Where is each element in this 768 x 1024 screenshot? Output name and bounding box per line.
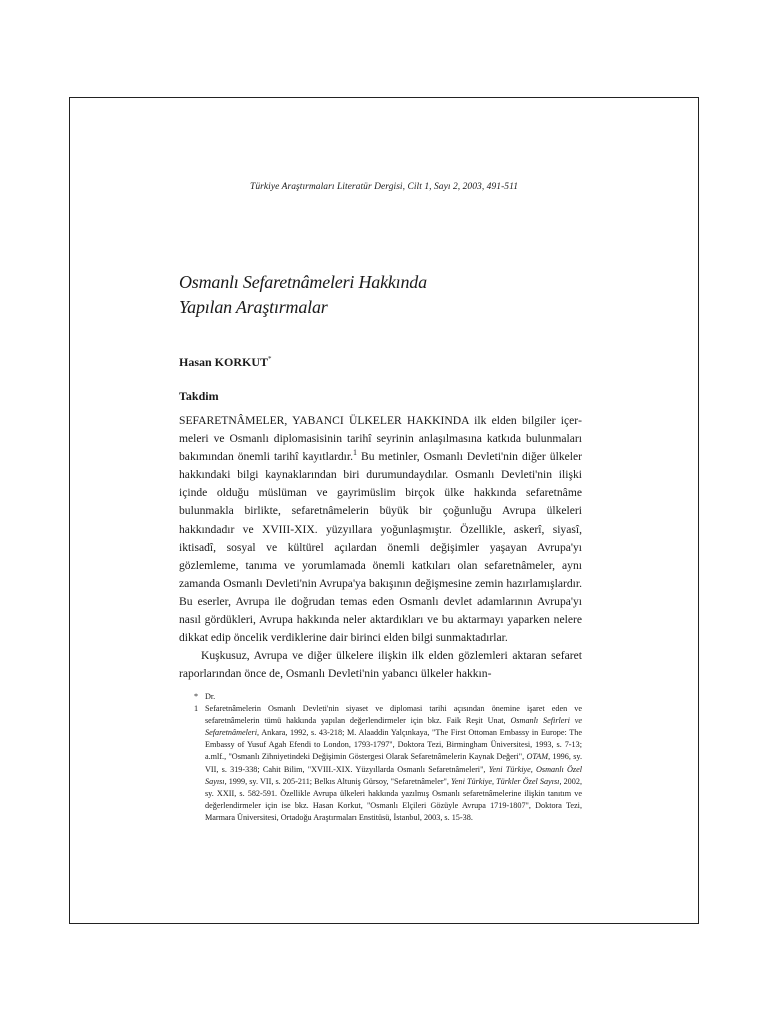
author-name-text: Hasan KORKUT — [179, 355, 269, 369]
footnote-reference-1[interactable]: 1 — [353, 448, 357, 458]
footnote-star-mark: * — [194, 692, 199, 701]
footnote-1-text: Sefaretnâmelerin Osmanlı Devleti'nin siyaset ve diplomasi tarihi açısından önemine işaret eden ve sefaretnâmelerin tümü hakkında yapılan değerlendirmeler için bkz. Faik Reşit Unat, — [205, 704, 582, 726]
footnotes — [194, 691, 583, 824]
footnote-1-book-title: Osmanlı Sefirleri ve Sefaretnâmeleri — [205, 716, 582, 738]
article-body — [179, 412, 582, 683]
footnote-star-text: Dr. — [205, 692, 216, 701]
footnote-1-text: , 1996, sy. VII, s. 319-338; Cahit Bilim, "XVIII.-XIX. Yüzyıllarda Osmanlı Sefaretnâmeleri", — [205, 752, 582, 774]
article-title-line-1: Osmanlı Sefaretnâmeleri Hakkında — [179, 272, 427, 292]
paragraph-1 — [179, 412, 582, 647]
paragraph-2: Kuşkusuz, Avrupa ve diğer ülkelere ilişkin ilk elden gözlemleri aktaran sefaret raporlarından önce de, Osmanlı Devleti'nin yabancı ülkeler hakkın- — [179, 649, 582, 681]
article-title-line-2: Yapılan Araştırmalar — [179, 297, 328, 317]
footnote-1-mark: 1 — [194, 704, 199, 714]
footnote-1-journal-title: OTAM — [526, 752, 549, 762]
footnote-1-text: , 1999, sy. VII, s. 205-211; Belkıs Altuniş Gürsoy, "Sefaretnâmeler", — [224, 776, 452, 786]
paragraph-1-text-a: SEFARETNÂMELER, YABANCI ÜLKELER HAKKINDA ilk elden bilgiler içermeleri ve Osmanlı diplomasisinin tarihî seyrinin anlaşılmasına katkıda bulunmaları bakımından önemli tarihî kayıtlardır. — [179, 414, 582, 464]
footnote-1-journal-title: Yeni Türkiye, Türkler Özel Sayısı — [451, 776, 560, 786]
footnote-1-text: , 2002, sy. XXII, s. 582-591. Özellikle Avrupa ülkeleri hakkında yazılmış Osmanlı sefaretnâmelerine ilişkin tanıtım ve değerlendirmeler için ise bkz. Hasan Korkut, "Osmanlı Elçileri Gözüyle Avrupa 1719-1807", Doktora Tezi, Marmara Üniversitesi, Ortadoğu Araştırmaları Enstitüsü, İstanbul, 2003, s. 15-38. — [205, 776, 583, 822]
footnote-1-journal-title: Yeni Türkiye, Osmanlı Özel Sayısı — [205, 764, 582, 786]
section-heading: Takdim — [179, 389, 219, 403]
journal-running-head: Türkiye Araştırmaları Literatür Dergisi, Cilt 1, Sayı 2, 2003, 491-511 — [249, 182, 518, 192]
footnote-1 — [194, 703, 583, 824]
article-title — [179, 270, 599, 320]
paragraph-1-text-b: Bu metinler, Osmanlı Devleti'nin diğer ülkeler hakkındaki bilgi kaynaklarından biri durumundaydılar. Osmanlı Devleti'nin ilişki içinde olduğu müslüman ve gayrimüslim birçok ülke hakkında sefaretnâme bulunmakla birlikte, sefaretnâmelerin büyük bir çoğunluğu Avrupa ülkeleri hakkındadır ve XVIII-XIX. yüzyıllara yoğunlaşmıştır. Özellikle, askerî, siyasî, iktisadî, sosyal ve kültürel açılardan önemli değişimler yaşayan Avrupa'yı gözlemleme, tanıma ve yorumlamada önemli katkıları olan sefaretnâmeler, aynı zamanda Osmanlı Devleti'nin Avrupa'ya bakışının değişmesine zemin hazırlamışlardır. Bu eserler, Avrupa ile doğrudan temas eden Osmanlı devlet adamlarının Avrupa'yı nasıl gördükleri, Avrupa hakkında neler aktardıkları ve bu aktarmayı yaparken nelere dikkat edip öncelik verdiklerine dair birinci elden bilgi sunmaktadırlar. — [179, 450, 582, 645]
footnote-1-text: , Ankara, 1992, s. 43-218; M. Alaaddin Yalçınkaya, "The First Ottoman Embassy in Europe: The Embassy of Yusuf Agah Efendi to London, 1793-1797", Doktora Tezi, Birmingham Üniversitesi, 1993, s. 7-13; a.mlf., "Osmanlı Zihniyetindeki Değişimin Göstergesi Olarak Sefaretnâmelerin Kaynak Değeri", — [205, 728, 582, 762]
author-footnote-mark[interactable]: * — [268, 355, 272, 363]
footnote-star — [194, 691, 582, 703]
author-name — [179, 355, 272, 370]
